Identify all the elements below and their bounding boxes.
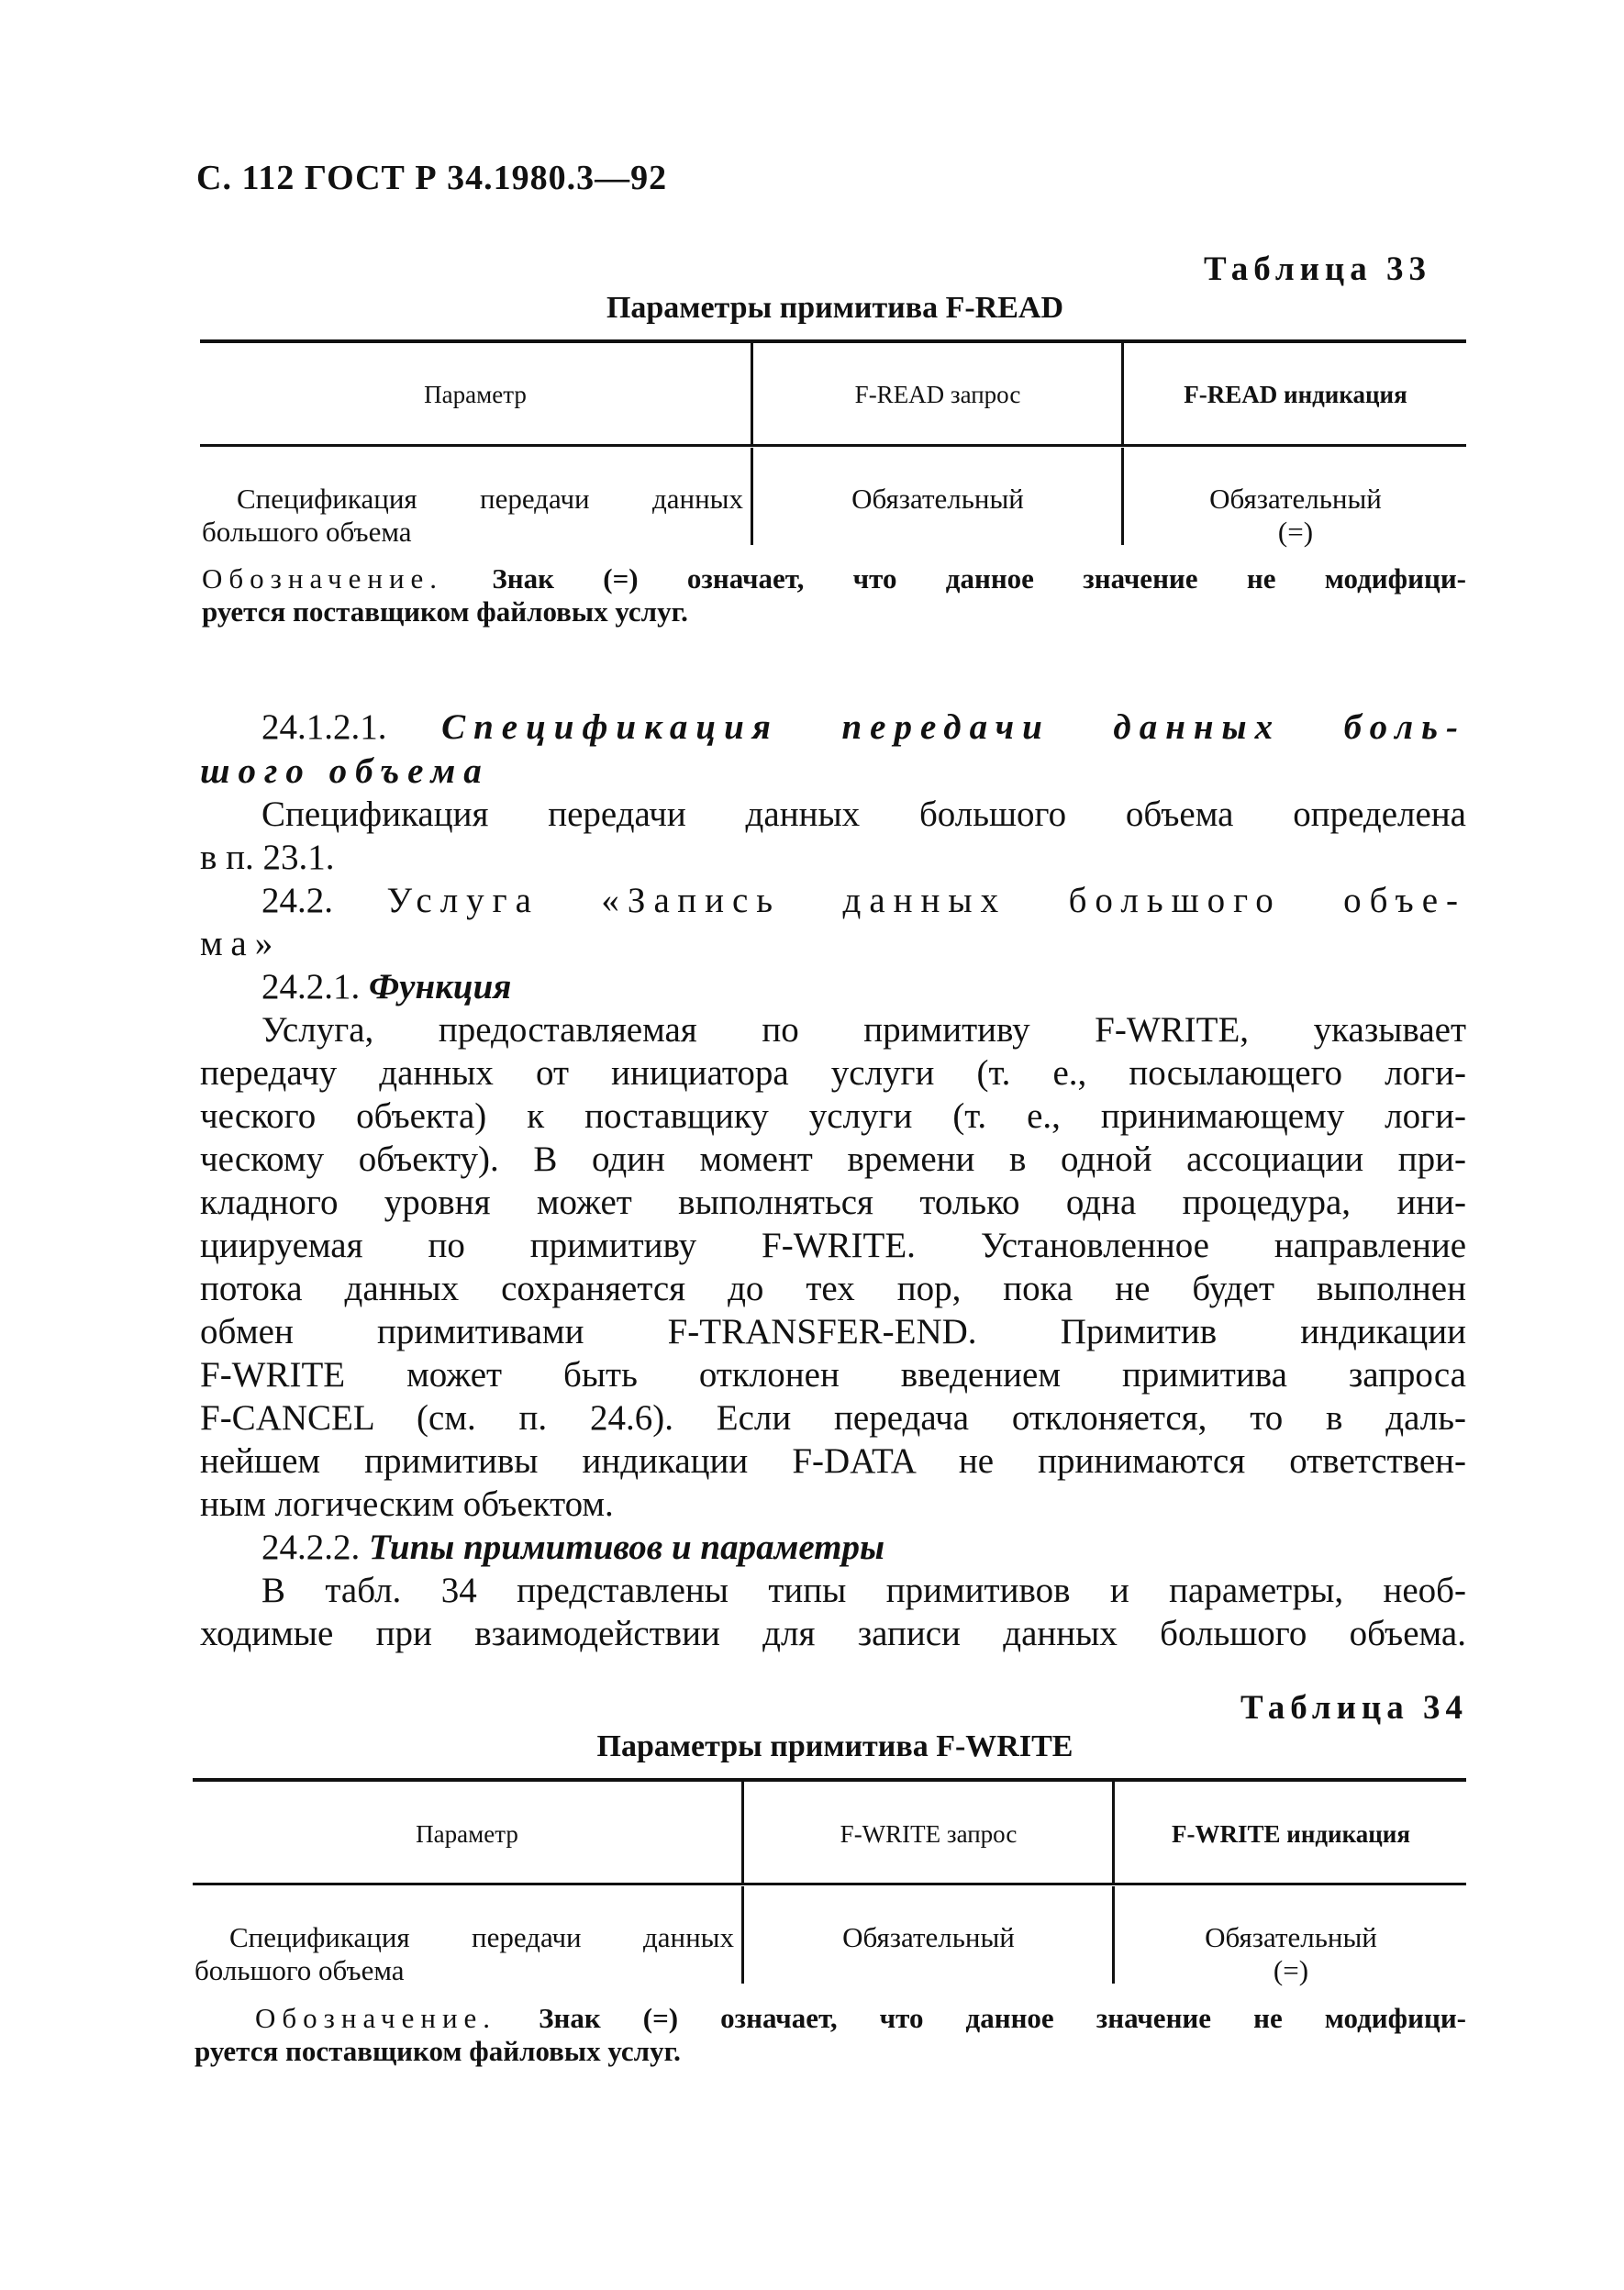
section-24-2-number: 24.2. xyxy=(261,881,333,920)
table-34-header-rule xyxy=(193,1883,1466,1885)
table-34-header-param: Параметр xyxy=(416,1820,518,1848)
section-24-1-2-1-title-a: Спецификация передачи данных боль- xyxy=(441,707,1466,747)
table-33-row-divider-2 xyxy=(1121,448,1124,545)
function-line-8: обмен примитивами F-TRANSFER-END. Примитив индикации xyxy=(200,1312,1466,1351)
table-34-header-request: F-WRITE запрос xyxy=(840,1820,1018,1848)
table-33-param-line1: Спецификация передачи данных xyxy=(237,483,743,515)
section-24-1-2-1-number: 24.1.2.1. xyxy=(261,707,387,747)
table-34-param-line1: Спецификация передачи данных xyxy=(229,1921,734,1953)
section-24-2-1-heading xyxy=(261,966,511,1008)
function-line-11: нейшем примитивы индикации F-DATA не принимаются ответствен- xyxy=(200,1441,1466,1481)
function-line-5: кладного уровня может выполняться только одна процедура, ини- xyxy=(200,1183,1466,1222)
function-line-2: передачу данных от инициатора услуги (т. е., посылающего логи- xyxy=(200,1053,1466,1093)
table-34-label: Таблица 34 xyxy=(1240,1689,1468,1727)
table-33-indication-line1: Обязательный xyxy=(1209,483,1382,515)
table-34-row-divider-2 xyxy=(1112,1886,1115,1984)
table-33-note-line1 xyxy=(202,562,1466,595)
section-24-2-1-number: 24.2.1. xyxy=(261,967,361,1006)
table-33-header-param: Параметр xyxy=(424,381,527,408)
table-33-note-line2: руется поставщиком файловых услуг. xyxy=(202,595,688,628)
table-33-title: Параметры примитива F-READ xyxy=(606,291,1064,325)
table-33-request-value: Обязательный xyxy=(851,483,1024,515)
table-34-request-value: Обязательный xyxy=(842,1921,1015,1953)
function-line-9: F-WRITE может быть отклонен введением примитива запроса xyxy=(200,1355,1466,1395)
function-line-4: ческому объекту). В один момент времени в одной ассоциации при- xyxy=(200,1139,1466,1179)
table-34-indication-line2: (=) xyxy=(1273,1954,1309,1986)
table-34-note-line1 xyxy=(195,2002,1466,2035)
table-34-row-divider-1 xyxy=(741,1886,744,1984)
table-34-indication-line1: Обязательный xyxy=(1205,1921,1377,1953)
table-33-param-line2: большого объема xyxy=(202,516,412,548)
table-33-note xyxy=(202,562,1466,628)
section-24-2-heading xyxy=(261,880,1466,922)
table-33-header-indication: F-READ индикация xyxy=(1184,381,1407,408)
table-34-note xyxy=(195,2002,1466,2068)
section-24-2-2-heading xyxy=(261,1527,884,1569)
section-24-2-2-title: Типы примитивов и параметры xyxy=(369,1528,885,1567)
table-34-note-line2: руется поставщиком файловых услуг. xyxy=(195,2035,681,2067)
section-24-2-1-title: Функция xyxy=(369,967,512,1006)
page-header: С. 112 ГОСТ Р 34.1980.3—92 xyxy=(196,159,668,197)
table-33-col-divider-2 xyxy=(1121,341,1124,444)
table-34-note-prefix: Обозначение. xyxy=(255,2002,497,2034)
table-34-indication-value xyxy=(1116,1921,1466,1987)
table-33-param-cell xyxy=(202,483,743,549)
table-33-col-divider-1 xyxy=(751,341,753,444)
table-34-param-cell xyxy=(195,1921,734,1987)
section-24-1-2-1-text-b: в п. 23.1. xyxy=(200,838,335,877)
table-34-param-line2: большого объема xyxy=(195,1954,405,1986)
table-33-row-divider-1 xyxy=(751,448,753,545)
section-24-1-2-1-heading xyxy=(261,706,1466,749)
table-34-title: Параметры примитива F-WRITE xyxy=(596,1729,1073,1763)
table-33-note-text: Знак (=) означает, что данное значение не модифици- xyxy=(492,562,1466,595)
table-33-indication-value xyxy=(1125,483,1466,549)
table-33-label: Таблица 33 xyxy=(1204,250,1431,288)
section-24-1-2-1-title-b: шого объема xyxy=(200,751,490,791)
types-line-2: ходимые при взаимодействии для записи данных большого объема. xyxy=(200,1614,1466,1653)
table-33-note-prefix: Обозначение. xyxy=(202,562,444,595)
table-33-header-rule xyxy=(200,444,1466,447)
function-line-12: ным логическим объектом. xyxy=(200,1484,614,1524)
section-24-1-2-1-text-a: Спецификация передачи данных большого объема определена xyxy=(261,795,1466,834)
section-24-2-title-a: Услуга «Запись данных большого объе- xyxy=(386,881,1466,920)
types-line-1: В табл. 34 представлены типы примитивов и параметры, необ- xyxy=(261,1571,1466,1610)
table-34-top-rule xyxy=(193,1778,1466,1782)
table-33-top-rule xyxy=(200,339,1466,343)
function-line-3: ческого объекта) к поставщику услуги (т. е., принимающему логи- xyxy=(200,1096,1466,1136)
table-34-header-indication: F-WRITE индикация xyxy=(1172,1820,1410,1848)
table-34-note-text: Знак (=) означает, что данное значение не модифици- xyxy=(539,2002,1466,2034)
section-24-2-title-b: ма» xyxy=(200,924,282,963)
table-34-col-divider-1 xyxy=(741,1780,744,1883)
function-line-6: циируемая по примитиву F-WRITE. Установленное направление xyxy=(200,1226,1466,1265)
function-line-1: Услуга, предоставляемая по примитиву F-WRITE, указывает xyxy=(261,1010,1466,1050)
section-24-2-2-number: 24.2.2. xyxy=(261,1528,361,1567)
function-line-7: потока данных сохраняется до тех пор, пока не будет выполнен xyxy=(200,1269,1466,1308)
table-33-indication-line2: (=) xyxy=(1277,516,1314,548)
table-34-col-divider-2 xyxy=(1112,1780,1115,1883)
function-line-10: F-CANCEL (см. п. 24.6). Если передача отклоняется, то в даль- xyxy=(200,1398,1466,1438)
table-33-header-request: F-READ запрос xyxy=(854,381,1021,408)
